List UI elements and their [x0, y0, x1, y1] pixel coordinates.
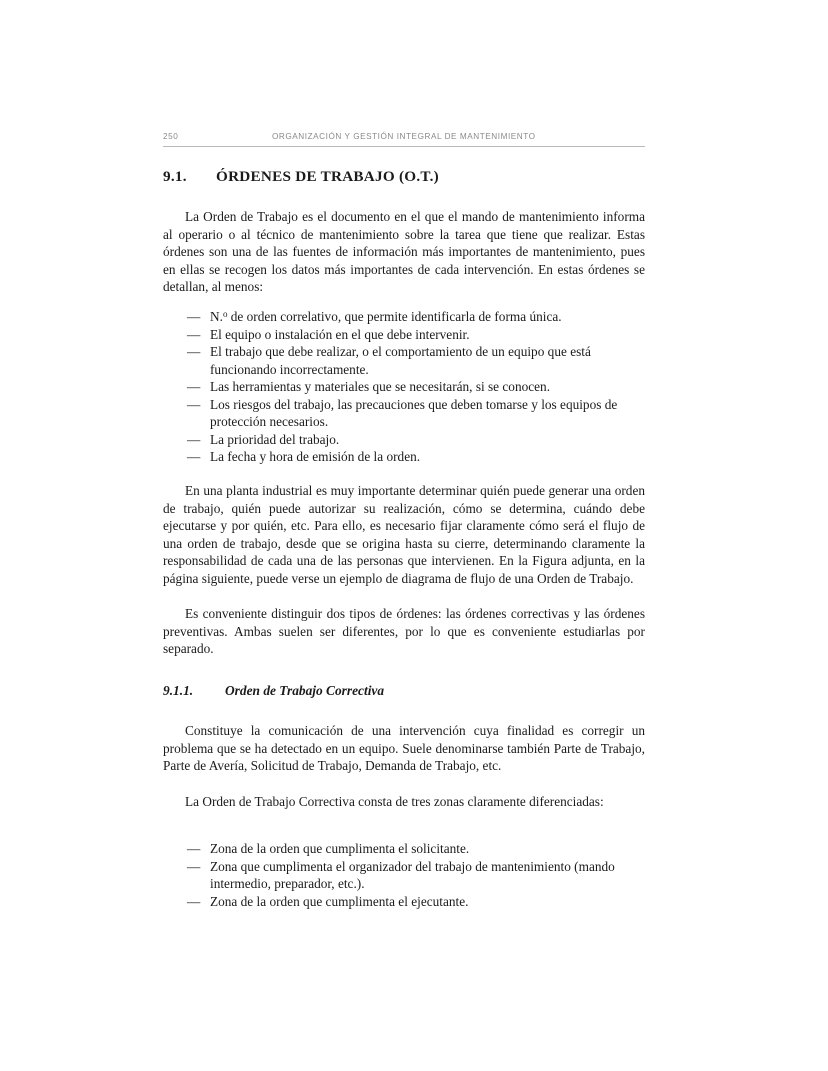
list-item-text: N.$^o$ de orden correlativo, que permite identificarla de forma única. — [210, 309, 562, 324]
paragraph-intro: La Orden de Trabajo es el documento en el que el mando de mantenimiento informa al operario o al técnico de mantenimiento sobre la tarea que tiene que realizar. Estas órdenes son una de las fuentes de información más importantes de mantenimiento, pues en ellas se recogen los datos más importantes de cada intervención. En estas órdenes se detallan, al menos: — [163, 209, 645, 295]
list-item — [163, 840, 645, 858]
list-item — [163, 858, 645, 893]
em-dash-marker: — — [187, 449, 201, 465]
subsection-heading — [163, 683, 645, 699]
section-number: 9.1. — [163, 168, 187, 185]
section-title: ÓRDENES DE TRABAJO (O.T.) — [216, 168, 439, 185]
paragraph-block-4 — [163, 722, 645, 775]
dash-list-order-contents — [163, 308, 645, 466]
em-dash-marker: — — [187, 858, 201, 874]
list-item — [163, 448, 645, 466]
em-dash-marker: — — [187, 841, 201, 856]
list-item — [163, 378, 645, 396]
em-dash-marker: — — [187, 893, 201, 909]
list-item-text: El trabajo que debe realizar, o el comportamiento de un equipo que está funcionando incorrectamente. — [210, 344, 591, 377]
list-item — [163, 396, 645, 431]
header-rule — [163, 146, 645, 147]
dash-list-zones — [163, 840, 645, 910]
list-block-2 — [163, 840, 645, 910]
list-item-text: La prioridad del trabajo. — [210, 431, 340, 447]
list-item — [163, 893, 645, 911]
list-item-text: Las herramientas y materiales que se necesitarán, si se conocen. — [210, 379, 551, 395]
running-head-title: ORGANIZACIÓN Y GESTIÓN INTEGRAL DE MANTENIMIENTO — [272, 132, 536, 141]
running-head — [163, 130, 645, 149]
paragraph-block-1 — [163, 208, 645, 296]
list-block-1 — [163, 308, 645, 466]
list-item — [163, 343, 645, 378]
em-dash-marker: — — [187, 396, 201, 412]
text-column — [163, 130, 645, 909]
paragraph-flow: En una planta industrial es muy importante determinar quién puede generar una orden de trabajo, quién puede autorizar su realización, cómo se determina, cuándo debe ejecutarse y por quién, etc. Para ello, es necesario fijar claramente cómo será el flujo de una orden de trabajo, desde que se origina hasta su cierre, determinando claramente la responsabilidad de cada una de las personas que intervienen. En la Figura adjunta, en la página siguiente, puede verse un ejemplo de diagrama de flujo de una Orden de Trabajo. — [163, 483, 645, 586]
paragraph-block-5 — [163, 793, 645, 811]
paragraph-block-3 — [163, 605, 645, 658]
em-dash-marker: — — [187, 344, 201, 360]
page-number: 250 — [163, 132, 179, 141]
subsection-number: 9.1.1. — [163, 683, 194, 698]
list-item — [163, 308, 645, 326]
subsection-block — [163, 683, 645, 699]
em-dash-marker: — — [187, 431, 201, 447]
paragraph-types: Es conveniente distinguir dos tipos de órdenes: las órdenes correctivas y las órdenes preventivas. Ambas suelen ser diferentes, por lo que es conveniente estudiarlas por separado. — [163, 606, 645, 657]
paragraph-block-2 — [163, 482, 645, 587]
list-item-text: Los riesgos del trabajo, las precauciones que deben tomarse y los equipos de protección necesarios. — [210, 396, 618, 430]
list-item-text: La fecha y hora de emisión de la orden. — [210, 449, 421, 465]
em-dash-marker: — — [187, 309, 201, 324]
paragraph-zones-intro: La Orden de Trabajo Correctiva consta de tres zonas claramente diferenciadas: — [185, 794, 604, 809]
list-item-text: Zona que cumplimenta el organizador del trabajo de mantenimiento (mando intermedio, preparador, etc.). — [210, 858, 615, 892]
section-heading — [163, 168, 439, 186]
em-dash-marker: — — [187, 379, 201, 395]
list-item-text: El equipo o instalación en el que debe intervenir. — [210, 326, 470, 342]
list-item-text: Zona de la orden que cumplimenta el solicitante. — [210, 841, 470, 856]
subsection-title: Orden de Trabajo Correctiva — [225, 683, 385, 698]
ordinal-superscript: o — [222, 309, 228, 320]
list-item-text: Zona de la orden que cumplimenta el ejecutante. — [210, 893, 469, 909]
em-dash-marker: — — [187, 326, 201, 342]
list-item — [163, 326, 645, 344]
paragraph-corrective-definition: Constituye la comunicación de una intervención cuya finalidad es corregir un problema que se ha detectado en un equipo. Suele denominarse también Parte de Trabajo, Parte de Avería, Solicitud de Trabajo, Demanda de Trabajo, etc. — [163, 723, 645, 774]
list-item — [163, 431, 645, 449]
